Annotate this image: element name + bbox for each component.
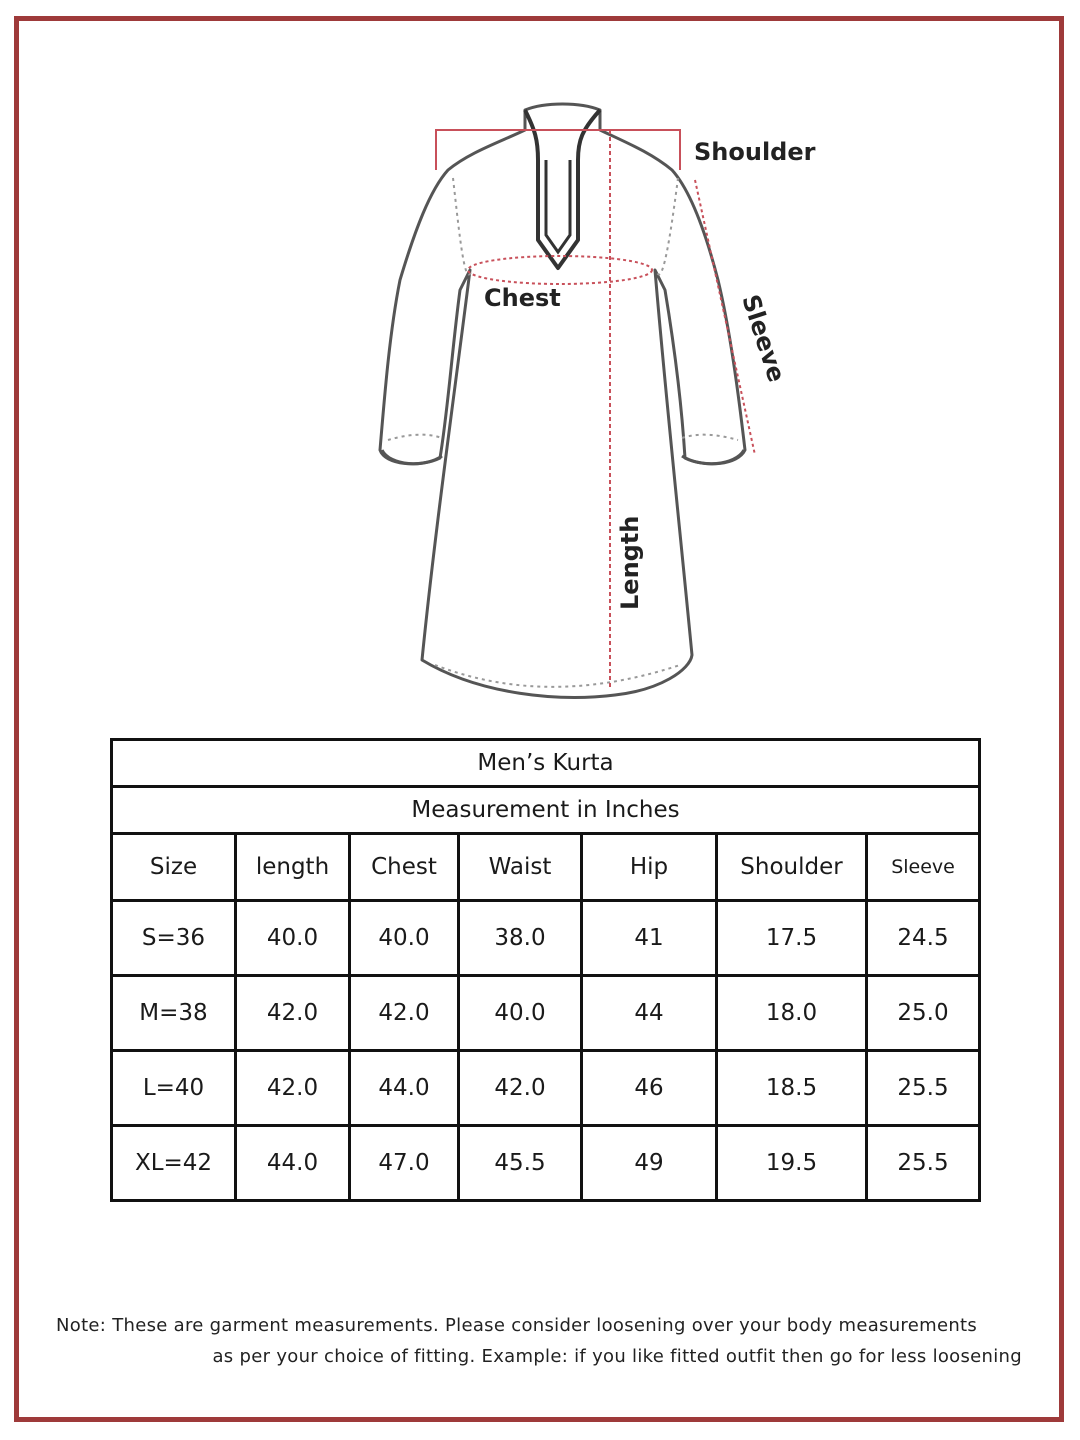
table-row bbox=[112, 1126, 980, 1201]
cell-shoulder: 17.5 bbox=[717, 901, 867, 976]
note-line-1: Note: These are garment measurements. Please consider loosening over your body measurements bbox=[56, 1315, 978, 1336]
cell-size: S=36 bbox=[112, 901, 236, 976]
cell-size: XL=42 bbox=[112, 1126, 236, 1201]
table-header-row bbox=[112, 834, 980, 901]
cell-shoulder: 19.5 bbox=[717, 1126, 867, 1201]
table-subtitle: Measurement in Inches bbox=[112, 787, 980, 834]
cell-sleeve: 25.5 bbox=[867, 1126, 980, 1201]
length-label: Length bbox=[616, 515, 644, 610]
kurta-outline bbox=[380, 104, 745, 697]
cell-chest: 40.0 bbox=[350, 901, 459, 976]
cell-hip: 44 bbox=[582, 976, 717, 1051]
cell-hip: 41 bbox=[582, 901, 717, 976]
cell-waist: 45.5 bbox=[459, 1126, 582, 1201]
chest-label: Chest bbox=[484, 284, 561, 312]
sleeve-label: Sleeve bbox=[736, 291, 791, 386]
header-shoulder: Shoulder bbox=[717, 834, 867, 901]
table-row bbox=[112, 1051, 980, 1126]
header-sleeve: Sleeve bbox=[867, 834, 980, 901]
table-title: Men’s Kurta bbox=[112, 740, 980, 787]
note-line-2: as per your choice of fitting. Example: if you like fitted outfit then go for less loosening bbox=[212, 1346, 1022, 1367]
cell-length: 42.0 bbox=[236, 1051, 350, 1126]
cell-length: 44.0 bbox=[236, 1126, 350, 1201]
header-chest: Chest bbox=[350, 834, 459, 901]
shoulder-label: Shoulder bbox=[694, 138, 816, 166]
header-waist: Waist bbox=[459, 834, 582, 901]
cell-chest: 42.0 bbox=[350, 976, 459, 1051]
chest-measure-line bbox=[468, 256, 652, 284]
cell-size: L=40 bbox=[112, 1051, 236, 1126]
fitting-note bbox=[56, 1310, 1022, 1372]
cell-sleeve: 25.5 bbox=[867, 1051, 980, 1126]
header-hip: Hip bbox=[582, 834, 717, 901]
cell-waist: 38.0 bbox=[459, 901, 582, 976]
table-row bbox=[112, 901, 980, 976]
cell-hip: 46 bbox=[582, 1051, 717, 1126]
table-row bbox=[112, 976, 980, 1051]
cell-waist: 42.0 bbox=[459, 1051, 582, 1126]
cell-length: 42.0 bbox=[236, 976, 350, 1051]
cell-waist: 40.0 bbox=[459, 976, 582, 1051]
cell-length: 40.0 bbox=[236, 901, 350, 976]
size-chart-table bbox=[110, 738, 981, 1202]
cell-shoulder: 18.0 bbox=[717, 976, 867, 1051]
cell-hip: 49 bbox=[582, 1126, 717, 1201]
kurta-illustration bbox=[360, 90, 830, 710]
kurta-diagram bbox=[360, 90, 830, 710]
cell-size: M=38 bbox=[112, 976, 236, 1051]
cell-chest: 44.0 bbox=[350, 1051, 459, 1126]
header-size: Size bbox=[112, 834, 236, 901]
cell-chest: 47.0 bbox=[350, 1126, 459, 1201]
header-length: length bbox=[236, 834, 350, 901]
cell-sleeve: 24.5 bbox=[867, 901, 980, 976]
cell-sleeve: 25.0 bbox=[867, 976, 980, 1051]
cell-shoulder: 18.5 bbox=[717, 1051, 867, 1126]
